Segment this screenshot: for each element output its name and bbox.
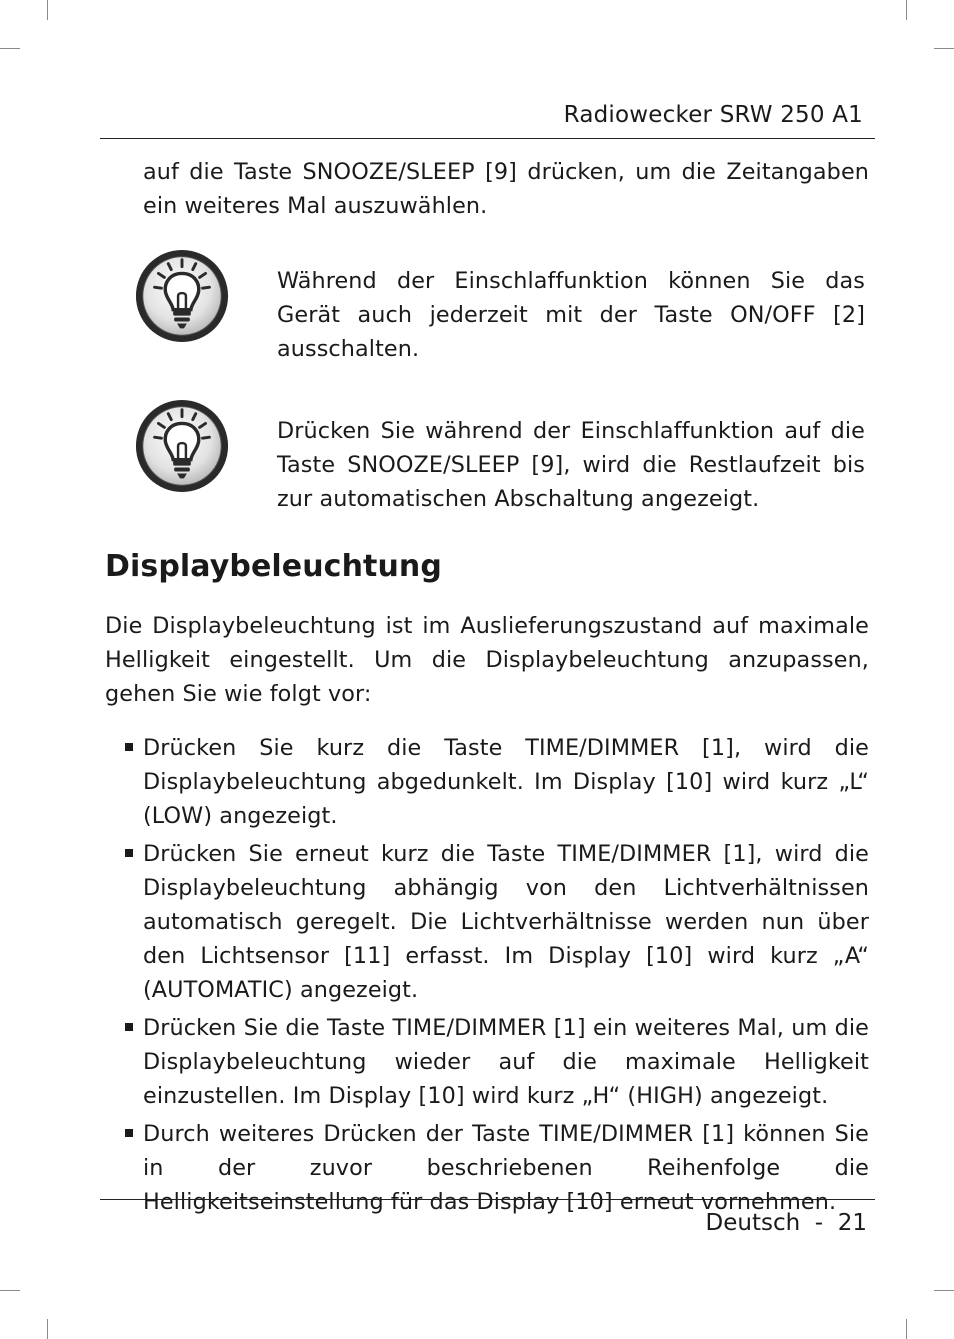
- bullet-square-icon: [125, 1129, 133, 1137]
- bullet-square-icon: [125, 743, 133, 751]
- crop-mark: [47, 1319, 48, 1339]
- page-header: [100, 98, 875, 139]
- hint-text: Während der Einschlaffunktion können Sie das Gerät auch jederzeit mit der Taste ON/OFF [2] ausschalten.: [277, 268, 865, 362]
- list-item: [124, 731, 869, 833]
- section-intro: Die Displaybeleuchtung ist im Auslieferungszustand auf maximale Helligkeit eingestellt. Um die Displaybeleuchtung anzupassen, gehen Sie wie folgt vor:: [105, 613, 869, 707]
- page-number: Deutsch - 21: [705, 1210, 867, 1236]
- crop-mark: [0, 1290, 20, 1291]
- crop-mark: [906, 0, 907, 20]
- lightbulb-icon: [133, 397, 231, 495]
- bullet-list: [124, 731, 869, 1223]
- hint-text: Drücken Sie während der Einschlaffunktion auf die Taste SNOOZE/SLEEP [9], wird die Restlaufzeit bis zur automatischen Abschaltung angezeigt.: [277, 418, 865, 512]
- list-item: [124, 1011, 869, 1113]
- list-item-text: Durch weiteres Drücken der Taste TIME/DIMMER [1] können Sie in der zuvor beschriebenen Reihenfolge die Helligkeitseinstellung für das Display [10] erneut vornehmen.: [143, 1121, 869, 1215]
- list-item-text: Drücken Sie erneut kurz die Taste TIME/DIMMER [1], wird die Displaybeleuchtung abhängig von den Lichtverhältnissen automatisch geregelt. Die Lichtverhältnisse werden nun über den Lichtsensor [11] erfasst. Im Display [10] wird kurz „A“ (AUTOMATIC) angezeigt.: [143, 841, 869, 1003]
- list-item-text: Drücken Sie kurz die Taste TIME/DIMMER [1], wird die Displaybeleuchtung abgedunkelt. Im Display [10] wird kurz „L“ (LOW) angezeigt.: [143, 735, 869, 829]
- crop-mark: [47, 0, 48, 20]
- section-title: Displaybeleuchtung: [105, 549, 442, 584]
- paragraph-continued: auf die Taste SNOOZE/SLEEP [9] drücken, um die Zeitangaben ein weiteres Mal auszuwählen.: [143, 159, 869, 219]
- crop-mark: [0, 48, 20, 49]
- header-title: Radiowecker SRW 250 A1: [563, 102, 863, 128]
- page-footer: [100, 1199, 875, 1240]
- lightbulb-icon: [133, 247, 231, 345]
- bullet-square-icon: [125, 1023, 133, 1031]
- list-item: [124, 837, 869, 1007]
- bullet-square-icon: [125, 849, 133, 857]
- crop-mark: [934, 48, 954, 49]
- list-item-text: Drücken Sie die Taste TIME/DIMMER [1] ein weiteres Mal, um die Displaybeleuchtung wieder auf die maximale Helligkeit einzustellen. Im Display [10] wird kurz „H“ (HIGH) angezeigt.: [143, 1015, 869, 1109]
- crop-mark: [934, 1290, 954, 1291]
- crop-mark: [906, 1319, 907, 1339]
